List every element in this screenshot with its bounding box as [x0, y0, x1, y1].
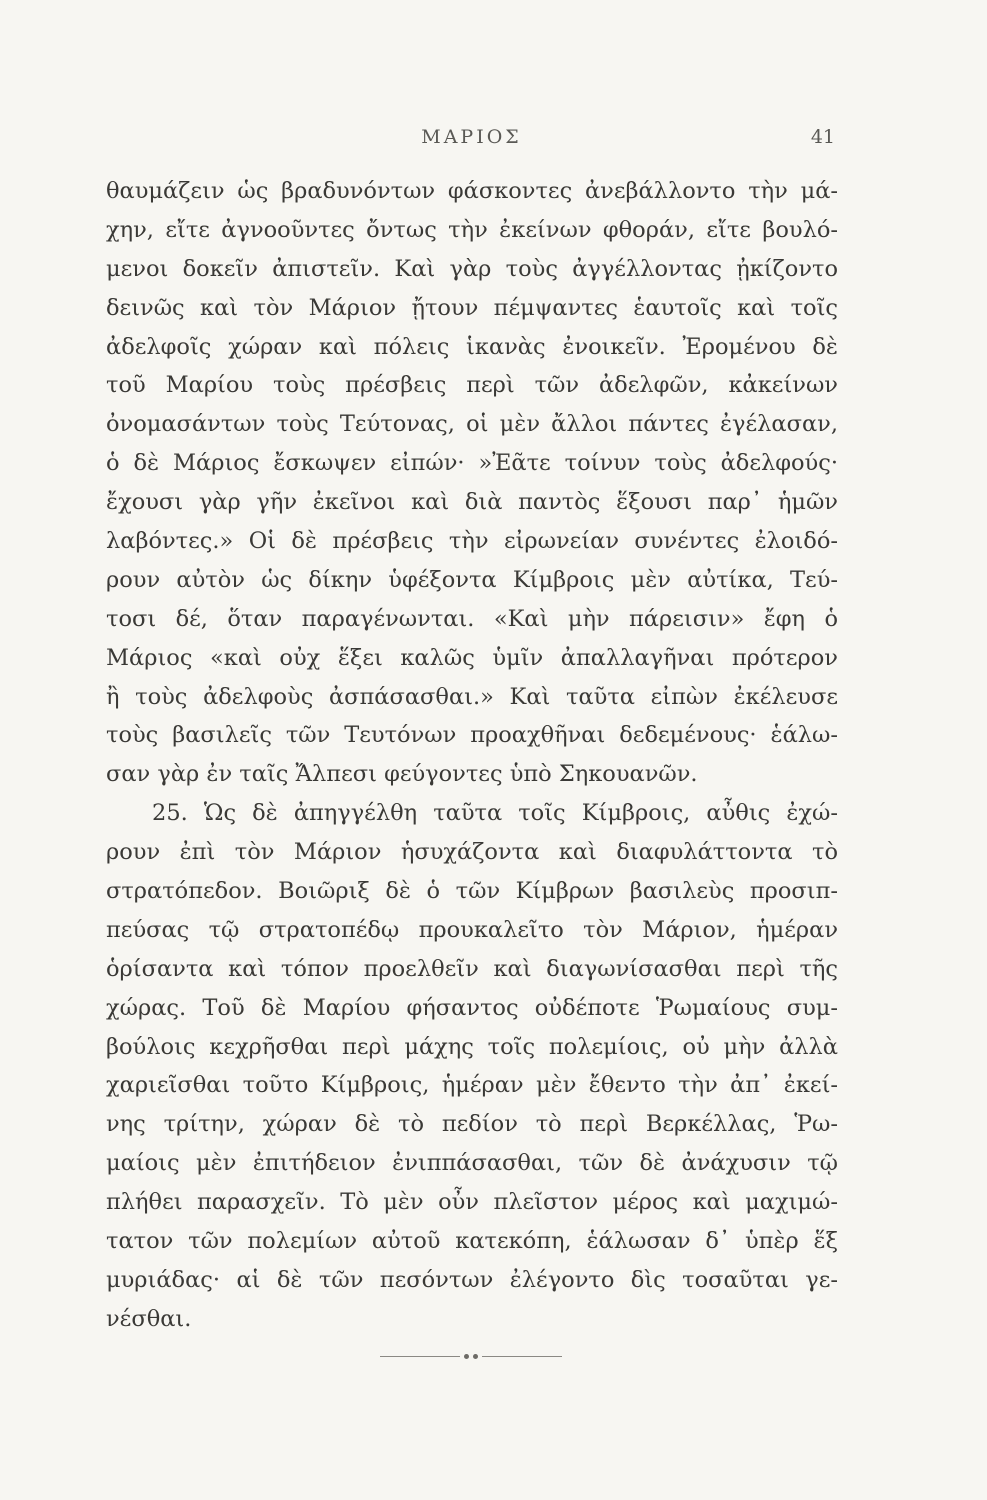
text-line: πλήθει παρασχεῖν. Τὸ μὲν οὖν πλεῖστον μέρος καὶ μαχιμώ-	[106, 1189, 838, 1216]
section-start-line: 25. Ὡς δὲ ἀπηγγέλθη ταῦτα τοῖς Κίμβροις, αὖθις ἐχώ-	[152, 800, 838, 827]
text-line: μαίοις μὲν ἐπιτήδειον ἐνιππάσασθαι, τῶν δὲ ἀνάχυσιν τῷ	[106, 1150, 838, 1177]
text-line: πεύσας τῷ στρατοπέδῳ προυκαλεῖτο τὸν Μάριον, ἡμέραν	[106, 916, 838, 943]
text-line: χώρας. Τοῦ δὲ Μαρίου φήσαντος οὐδέποτε Ῥωμαίους συμ-	[106, 994, 838, 1021]
text-line: μενοι δοκεῖν ἀπιστεῖν. Καὶ γὰρ τοὺς ἀγγέλλοντας ᾐκίζοντο	[106, 255, 838, 282]
end-of-section-rule	[380, 1353, 562, 1361]
ornament-dot	[464, 1354, 469, 1359]
page-number: 41	[810, 126, 835, 148]
text-line: βούλοις κεχρῆσθαι περὶ μάχης τοῖς πολεμίοις, οὐ μὴν ἀλλὰ	[106, 1033, 838, 1060]
text-line: δεινῶς καὶ τὸν Μάριον ᾔτουν πέμψαντες ἑαυτοῖς καὶ τοῖς	[106, 294, 838, 321]
ornament-dot	[473, 1354, 478, 1359]
body-text	[106, 172, 838, 1339]
running-title: ΜΑΡΙΟΣ	[421, 126, 522, 148]
text-line: τοσι δέ, ὅταν παραγένωνται. «Καὶ μὴν πάρεισιν» ἔφη ὁ	[106, 605, 838, 632]
text-line: Μάριος «καὶ οὐχ ἕξει καλῶς ὑμῖν ἀπαλλαγῆναι πρότερον	[106, 644, 838, 671]
ornament-rule-left	[380, 1356, 460, 1357]
running-head	[108, 126, 835, 158]
text-line: χαριεῖσθαι τοῦτο Κίμβροις, ἡμέραν μὲν ἔθεντο τὴν ἀπ᾽ ἐκεί-	[106, 1072, 838, 1099]
text-line: ὀνομασάντων τοὺς Τεύτονας, οἱ μὲν ἄλλοι πάντες ἐγέλασαν,	[106, 411, 838, 438]
text-line: τοῦ Μαρίου τοὺς πρέσβεις περὶ τῶν ἀδελφῶν, κἀκείνων	[106, 372, 838, 399]
text-line: ἀδελφοῖς χώραν καὶ πόλεις ἱκανὰς ἐνοικεῖν. Ἐρομένου δὲ	[106, 333, 838, 360]
text-line: ρουν αὐτὸν ὡς δίκην ὑφέξοντα Κίμβροις μὲν αὐτίκα, Τεύ-	[106, 566, 838, 593]
ornament-rule-right	[482, 1356, 562, 1357]
text-line: νέσθαι.	[106, 1305, 192, 1332]
text-line: στρατόπεδον. Βοιῶριξ δὲ ὁ τῶν Κίμβρων βασιλεὺς προσιπ-	[106, 878, 838, 905]
text-line: νης τρίτην, χώραν δὲ τὸ πεδίον τὸ περὶ Βερκέλλας, Ῥω-	[106, 1111, 838, 1138]
text-line: χην, εἴτε ἀγνοοῦντες ὄντως τὴν ἐκείνων φθοράν, εἴτε βουλό-	[106, 216, 838, 243]
text-line: λαβόντες.» Οἱ δὲ πρέσβεις τὴν εἰρωνείαν συνέντες ἐλοιδό-	[106, 528, 838, 555]
text-line: ὁρίσαντα καὶ τόπον προελθεῖν καὶ διαγωνίσασθαι περὶ τῆς	[106, 955, 838, 982]
text-line: ρουν ἐπὶ τὸν Μάριον ἡσυχάζοντα καὶ διαφυλάττοντα τὸ	[106, 839, 838, 866]
text-line: μυριάδας· αἱ δὲ τῶν πεσόντων ἐλέγοντο δὶς τοσαῦται γε-	[106, 1266, 838, 1293]
text-line: τατον τῶν πολεμίων αὐτοῦ κατεκόπη, ἑάλωσαν δ᾽ ὑπὲρ ἕξ	[106, 1228, 838, 1255]
text-line: ἔχουσι γὰρ γῆν ἐκεῖνοι καὶ διὰ παντὸς ἕξουσι παρ᾽ ἡμῶν	[106, 489, 838, 516]
text-line: σαν γὰρ ἐν ταῖς Ἄλπεσι φεύγοντες ὑπὸ Σηκουανῶν.	[106, 761, 698, 788]
text-line: ὁ δὲ Μάριος ἔσκωψεν εἰπών· »Ἐᾶτε τοίνυν τοὺς ἀδελφούς·	[106, 450, 838, 477]
text-line: τοὺς βασιλεῖς τῶν Τευτόνων προαχθῆναι δεδεμένους· ἑάλω-	[106, 722, 838, 749]
text-line: ἢ τοὺς ἀδελφοὺς ἀσπάσασθαι.» Καὶ ταῦτα εἰπὼν ἐκέλευσε	[106, 683, 838, 710]
text-line: θαυμάζειν ὡς βραδυνόντων φάσκοντες ἀνεβάλλοντο τὴν μά-	[106, 178, 838, 204]
